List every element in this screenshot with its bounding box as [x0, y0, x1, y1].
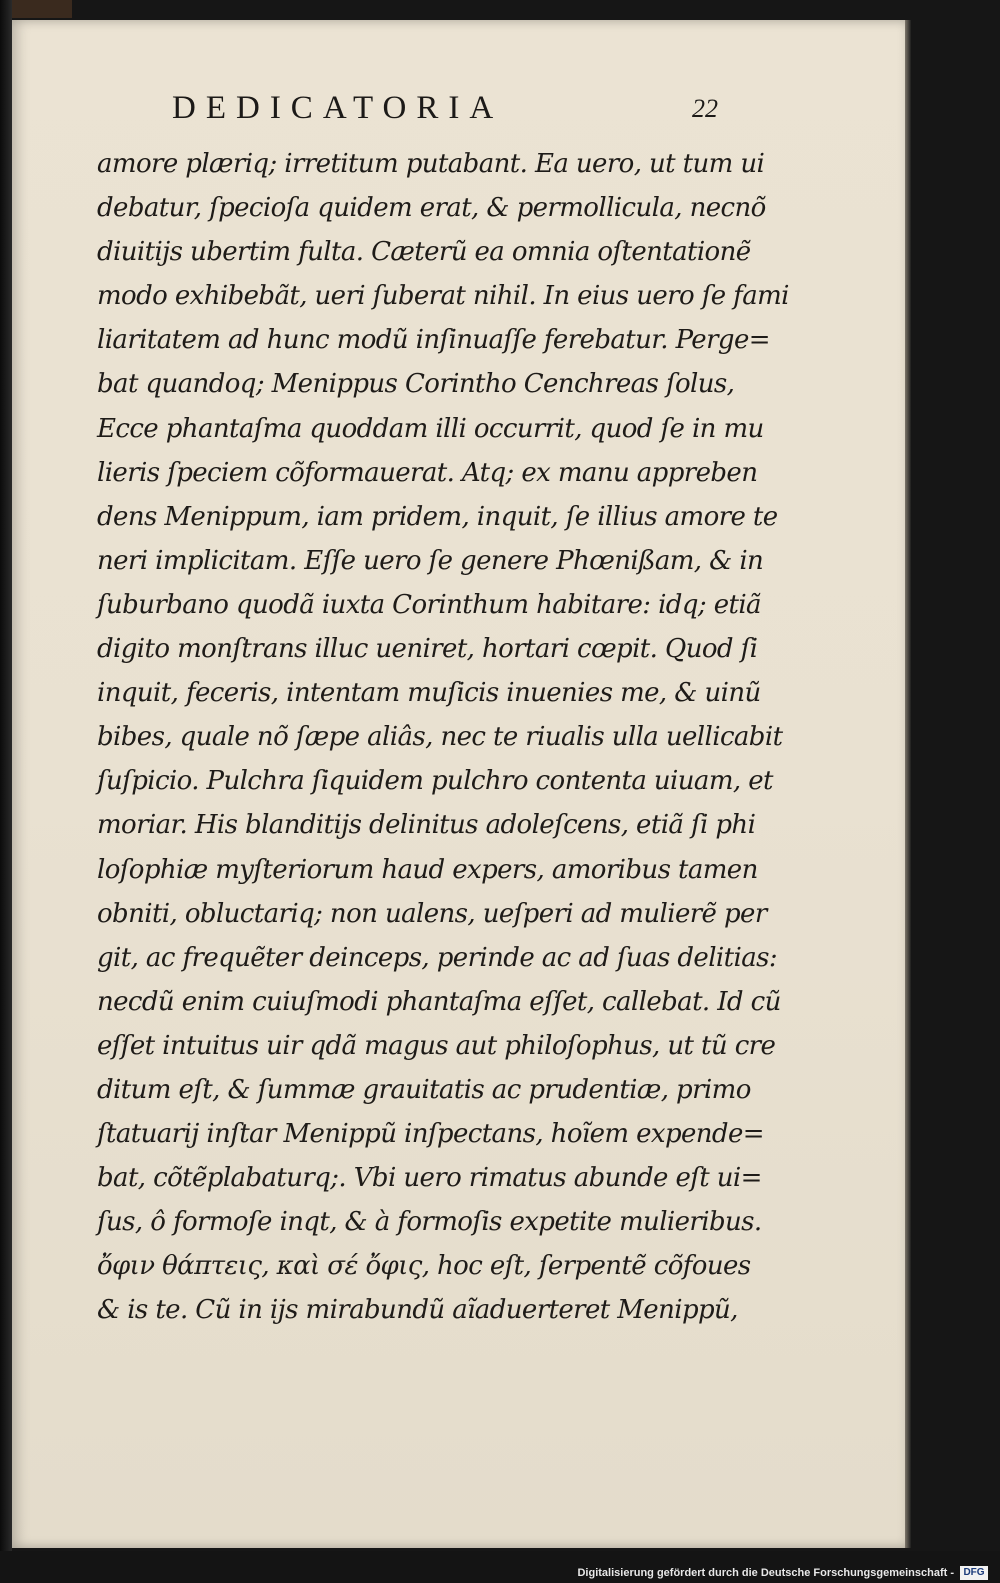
text-line: diuitijs ubertim fulta. Cæterũ ea omnia oſtentationẽ [97, 237, 751, 268]
text-line: liaritatem ad hunc modũ inſinuaſſe ferebatur. Perge= [97, 325, 770, 356]
text-line: loſophiæ myſteriorum haud expers, amoribus tamen [97, 854, 758, 885]
text-line: modo exhibebãt, ueri ſuberat nihil. In eius uero ſe fami [97, 281, 789, 312]
text-line: ſtatuarij inſtar Menippũ inſpectans, hoĩem expende= [97, 1119, 764, 1150]
text-line: neri implicitam. Eſſe uero ſe genere Phœnißam, & in [97, 545, 764, 576]
text-line: git, ac frequẽter deinceps, perinde ac ad ſuas delitias: [97, 942, 778, 973]
text-line: moriar. His blanditijs delinitus adoleſcens, etiã ſi phi [97, 810, 756, 841]
text-line: eſſet intuitus uir qdã magus aut philoſophus, ut tũ cre [97, 1030, 776, 1061]
text-line: ſus, ô formoſe inqt, & à formoſis expetite mulieribus. [97, 1207, 762, 1238]
body-text [97, 142, 817, 1333]
text-line: necdũ enim cuiuſmodi phantaſma eſſet, callebat. Id cũ [97, 986, 781, 1017]
scan-top-strip [12, 0, 72, 18]
text-line: inquit, feceris, intentam muſicis inuenies me, & uinũ [97, 678, 761, 709]
text-line: ditum eſt, & ſummæ grauitatis ac prudentiæ, primo [97, 1074, 751, 1105]
running-head: DEDICATORIA [172, 90, 504, 126]
text-line: Ecce phantaſma quoddam illi occurrit, quod ſe in mu [97, 413, 764, 444]
text-line: ὄφιν θάπτεις, καὶ σέ ὄφις, hoc eſt, ſerpentẽ cõfoues [97, 1251, 751, 1282]
page-number: 22 [692, 94, 718, 123]
text-line: bat, cõtẽplabaturq;. Vbi uero rimatus abunde eſt ui= [97, 1163, 762, 1194]
page-edge-shadow [905, 20, 911, 1548]
text-line: dens Menippum, iam pridem, inquit, ſe illius amore te [97, 501, 778, 532]
text-line: bibes, quale nõ ſæpe aliâs, nec te riualis ulla uellicabit [97, 722, 783, 753]
funding-credit: Digitalisierung gefördert durch die Deutsche Forschungsgemeinschaft - [577, 1567, 954, 1579]
text-line: ſuburbano quodã iuxta Corinthum habitare: idq; etiã [97, 589, 761, 620]
text-line: bat quandoq; Menippus Corintho Cenchreas ſolus, [97, 369, 735, 400]
text-line: digito monſtrans illuc ueniret, hortari cœpit. Quod ſi [97, 634, 758, 665]
book-page [12, 20, 910, 1548]
text-line: obniti, obluctariq; non ualens, ueſperi ad mulierẽ per [97, 898, 767, 929]
scan-left-edge [0, 0, 12, 1583]
text-line: ſuſpicio. Pulchra ſiquidem pulchro contenta uiuam, et [97, 766, 773, 797]
dfg-logo: DFG [960, 1566, 988, 1580]
text-line: debatur, ſpecioſa quidem erat, & permollicula, necnõ [97, 193, 766, 224]
text-line: lieris ſpeciem cõformauerat. Atq; ex manu appreben [97, 457, 758, 488]
text-line: amore plæriq; irretitum putabant. Ea uero, ut tum ui [97, 149, 765, 179]
text-line: & is te. Cũ in ijs mirabundũ aĩaduerteret Menippũ, [97, 1295, 738, 1326]
